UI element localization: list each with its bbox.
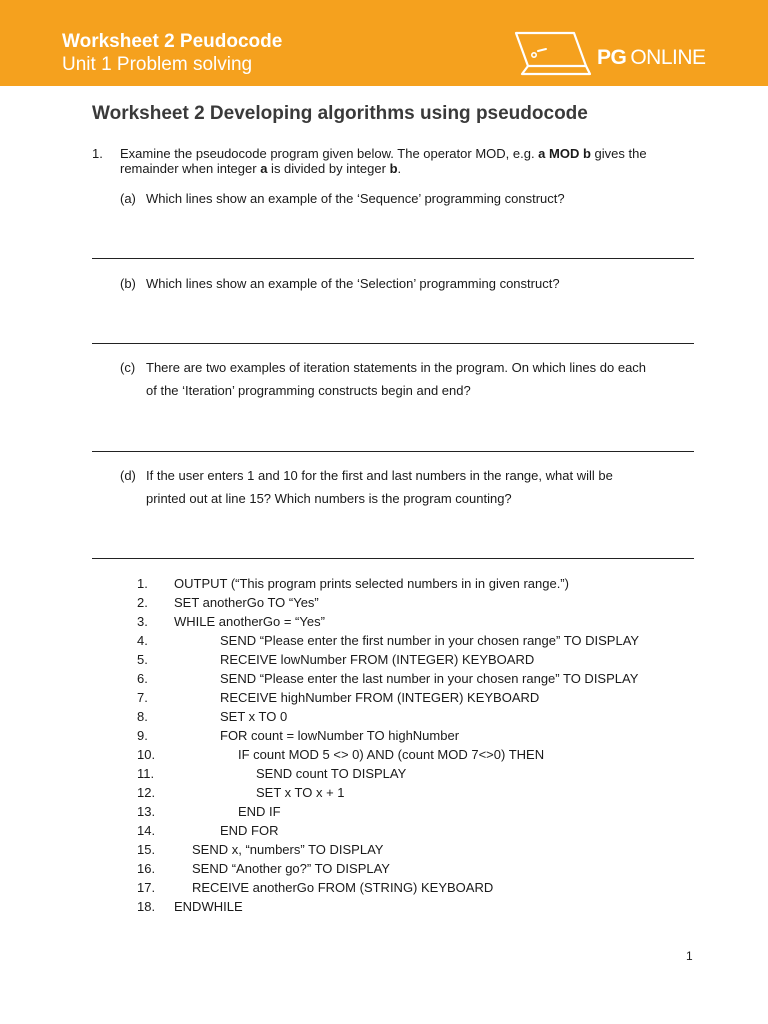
code-text: SEND count TO DISPLAY [256, 766, 407, 781]
code-text: FOR count = lowNumber TO highNumber [220, 728, 460, 743]
line-number: 6. [137, 671, 148, 686]
page-header [0, 0, 768, 86]
line-number: 5. [137, 652, 148, 667]
part-label: (b) [120, 276, 136, 291]
line-number: 13. [137, 804, 156, 819]
line-number: 15. [137, 842, 156, 857]
line-number: 17. [137, 880, 156, 895]
code-text: END FOR [220, 823, 279, 838]
intro-text: gives the [590, 146, 647, 161]
part-question-text: If the user enters 1 and 10 for the first and last numbers in the range, what will be [146, 468, 613, 483]
line-number: 8. [137, 709, 148, 724]
code-text: SET x TO x + 1 [256, 785, 345, 800]
line-number: 12. [137, 785, 156, 800]
line-number: 2. [137, 595, 148, 610]
code-text: OUTPUT (“This program prints selected numbers in in given range.”) [174, 576, 569, 591]
code-text: SEND “Please enter the first number in your chosen range” TO DISPLAY [220, 633, 640, 648]
page-number: 1 [686, 949, 693, 963]
intro-bold-term: a [260, 161, 268, 176]
worksheet-title: Worksheet 2 Peudocode [62, 31, 283, 52]
code-text: RECEIVE anotherGo FROM (STRING) KEYBOARD [192, 880, 494, 895]
part-question-text: Which lines show an example of the ‘Sequence’ programming construct? [146, 191, 565, 206]
code-text: SEND “Please enter the last number in your chosen range” TO DISPLAY [220, 671, 639, 686]
code-text: WHILE anotherGo = “Yes” [174, 614, 325, 629]
line-number: 16. [137, 861, 156, 876]
answer-line[interactable] [92, 558, 694, 559]
line-number: 7. [137, 690, 148, 705]
document-title: Worksheet 2 Developing algorithms using pseudocode [92, 103, 588, 124]
part-question-text: Which lines show an example of the ‘Selection’ programming construct? [146, 276, 560, 291]
answer-line[interactable] [92, 343, 694, 344]
unit-subtitle: Unit 1 Problem solving [62, 54, 253, 75]
intro-bold-term: a MOD b [538, 146, 591, 161]
line-number: 14. [137, 823, 156, 838]
question-number: 1. [92, 146, 103, 161]
intro-bold-term: b [389, 161, 398, 176]
intro-text: is divided by integer [267, 161, 390, 176]
part-question-text: printed out at line 15? Which numbers is the program counting? [146, 491, 512, 506]
part-question-text: There are two examples of iteration statements in the program. On which lines do each [146, 360, 647, 375]
code-text: ENDWHILE [174, 899, 243, 914]
code-text: SET x TO 0 [220, 709, 288, 724]
brand-logo-text [597, 46, 706, 70]
answer-line[interactable] [92, 258, 694, 259]
code-text: SEND x, “numbers” TO DISPLAY [192, 842, 384, 857]
code-text: RECEIVE highNumber FROM (INTEGER) KEYBOARD [220, 690, 540, 705]
line-number: 1. [137, 576, 148, 591]
line-number: 18. [137, 899, 156, 914]
code-text: IF count MOD 5 <> 0) AND (count MOD 7<>0) THEN [238, 747, 545, 762]
brand-logo-bold: PG [597, 46, 627, 69]
brand-logo-rest: ONLINE [630, 46, 706, 69]
part-label: (a) [120, 191, 136, 206]
line-number: 10. [137, 747, 156, 762]
code-text: END IF [238, 804, 281, 819]
question-intro-line-2 [120, 161, 401, 177]
intro-text: Examine the pseudocode program given below. The operator MOD, e.g. [120, 146, 539, 161]
line-number: 9. [137, 728, 148, 743]
code-text: SEND “Another go?” TO DISPLAY [192, 861, 390, 876]
part-label: (c) [120, 360, 136, 375]
code-text: SET anotherGo TO “Yes” [174, 595, 319, 610]
part-question-text: of the ‘Iteration’ programming constructs begin and end? [146, 383, 471, 398]
code-text: RECEIVE lowNumber FROM (INTEGER) KEYBOARD [220, 652, 535, 667]
line-number: 3. [137, 614, 148, 629]
intro-text: . [397, 161, 402, 176]
answer-line[interactable] [92, 451, 694, 452]
line-number: 11. [137, 766, 155, 781]
line-number: 4. [137, 633, 148, 648]
question-intro-line-1 [120, 146, 647, 162]
intro-text: remainder when integer [120, 161, 261, 176]
part-label: (d) [120, 468, 136, 483]
